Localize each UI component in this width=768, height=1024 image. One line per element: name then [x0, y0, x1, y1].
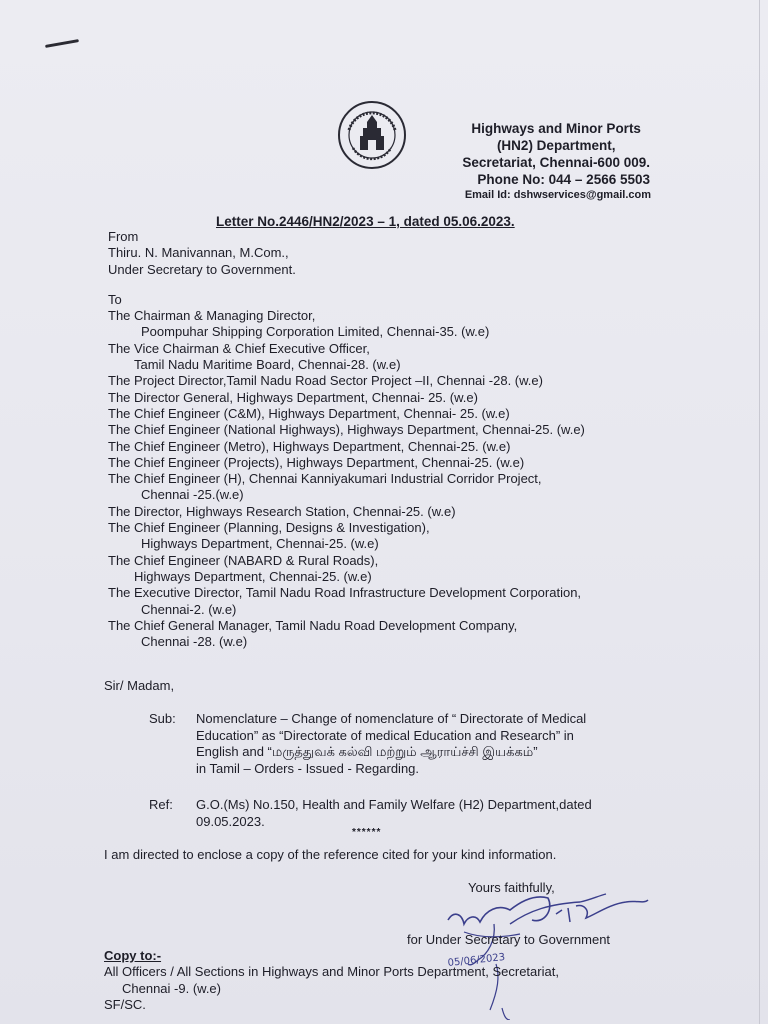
body-paragraph: I am directed to enclose a copy of the reference cited for your kind information.	[104, 847, 557, 862]
copy-to-line: SF/SC.	[104, 997, 146, 1012]
signatory: for Under Secretary to Government	[407, 932, 611, 947]
subject-line: English and “மருத்துவக் கல்வி மற்றும் ஆராய்ச்சி இயக்கம்”	[196, 744, 538, 759]
recipient-line: The Executive Director, Tamil Nadu Road Infrastructure Development Corporation,	[108, 585, 582, 601]
from-label: From	[108, 229, 139, 244]
spacer	[108, 278, 585, 292]
copy-to-line: All Officers / All Sections in Highways and Minor Ports Department, Secretariat,	[104, 964, 559, 979]
recipient-line: The Director General, Highways Department, Chennai- 25. (w.e)	[108, 389, 478, 405]
page-edge	[759, 0, 760, 1024]
recipient-line: Highways Department, Chennai-25. (w.e)	[141, 536, 379, 552]
copy-to-line: Chennai -9. (w.e)	[122, 980, 221, 996]
recipient-line: The Chief General Manager, Tamil Nadu Road Development Company,	[108, 617, 518, 633]
address-block	[108, 229, 585, 650]
department-email: Email Id: dshwservices@gmail.com	[464, 189, 651, 201]
reference-label: Ref:	[149, 797, 173, 812]
recipient-line: The Chief Engineer (C&M), Highways Department, Chennai- 25. (w.e)	[108, 405, 510, 421]
recipient-line: Highways Department, Chennai-25. (w.e)	[134, 568, 372, 584]
recipient-line: The Chief Engineer (National Highways), Highways Department, Chennai-25. (w.e)	[108, 422, 585, 438]
recipient-line: The Vice Chairman & Chief Executive Officer,	[108, 340, 370, 356]
subject-text	[196, 711, 636, 777]
recipient-line: The Project Director,Tamil Nadu Road Sector Project –II, Chennai -28. (w.e)	[108, 373, 543, 389]
recipient-line: The Chief Engineer (H), Chennai Kanniyakumari Industrial Corridor Project,	[108, 471, 542, 487]
department-code: (HN2) Department,	[496, 138, 616, 153]
recipient-line: The Director, Highways Research Station, Chennai-25. (w.e)	[108, 503, 456, 519]
recipient-line: The Chief Engineer (Metro), Highways Department, Chennai-25. (w.e)	[108, 438, 511, 454]
recipient-line: The Chief Engineer (NABARD & Rural Roads),	[108, 552, 379, 568]
recipient-line: Poompuhar Shipping Corporation Limited, Chennai-35. (w.e)	[141, 324, 490, 340]
letter-number: Letter No.2446/HN2/2023 – 1, dated 05.06.2023.	[216, 214, 515, 229]
to-label: To	[108, 291, 122, 307]
closing: Yours faithfully,	[468, 880, 555, 895]
department-name: Highways and Minor Ports	[471, 121, 641, 136]
reference-line: 09.05.2023.	[196, 813, 265, 829]
department-address: Secretariat, Chennai-600 009.	[462, 155, 650, 170]
separator: ******	[352, 827, 382, 838]
salutation: Sir/ Madam,	[104, 678, 175, 693]
recipient-line: Chennai-2. (w.e)	[141, 601, 237, 617]
subject-line: in Tamil – Orders - Issued - Regarding.	[196, 760, 420, 776]
subject-line: Nomenclature – Change of nomenclature of “ Directorate of Medical	[196, 711, 587, 726]
subject-label: Sub:	[149, 711, 176, 726]
from-name: Thiru. N. Manivannan, M.Com.,	[108, 245, 289, 261]
subject-line: Education” as “Directorate of medical Education and Research” in	[196, 727, 574, 743]
scan-mark	[45, 39, 79, 48]
recipient-line: Tamil Nadu Maritime Board, Chennai-28. (w.e)	[134, 357, 401, 373]
from-designation: Under Secretary to Government.	[108, 261, 296, 277]
recipient-line: The Chief Engineer (Planning, Designs & Investigation),	[108, 520, 430, 536]
department-header	[462, 120, 650, 203]
department-phone: Phone No: 044 – 2566 5503	[477, 172, 650, 187]
recipient-line: The Chief Engineer (Projects), Highways Department, Chennai-25. (w.e)	[108, 454, 525, 470]
copy-to-label: Copy to:-	[104, 948, 162, 963]
recipient-line: The Chairman & Managing Director,	[108, 308, 316, 324]
reference-text	[196, 797, 636, 830]
reference-line: G.O.(Ms) No.150, Health and Family Welfare (H2) Department,dated	[196, 797, 592, 812]
signature-date: 05/06/2023	[447, 952, 506, 969]
copy-to-body	[104, 964, 559, 1014]
government-seal-emblem	[337, 100, 407, 170]
recipient-line: Chennai -28. (w.e)	[141, 634, 248, 650]
recipient-line: Chennai -25.(w.e)	[141, 487, 244, 503]
